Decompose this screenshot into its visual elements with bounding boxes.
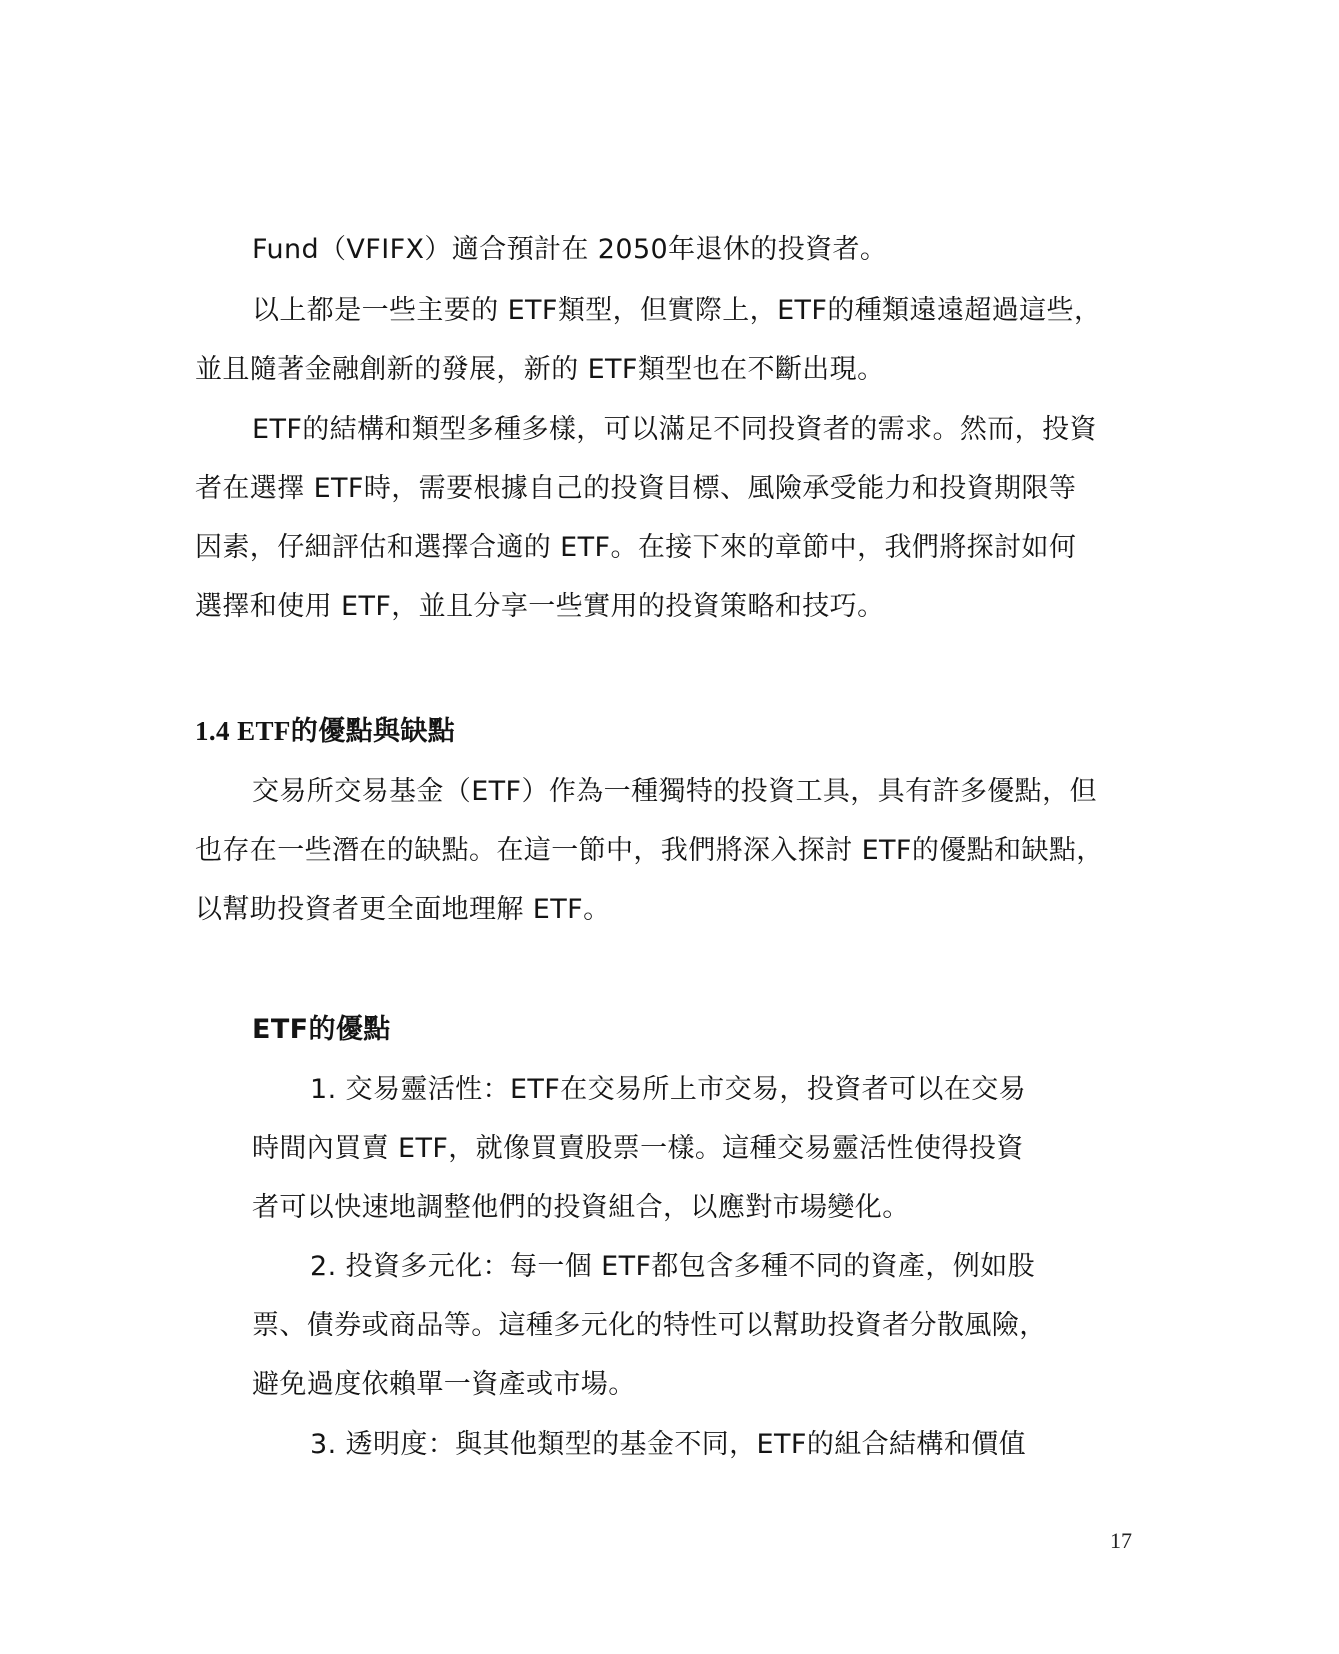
section-heading: 1.4 ETF的優點與缺點: [195, 716, 456, 746]
paragraph-line: Fund（VFIFX）適合預計在 2050年退休的投資者。: [252, 234, 888, 265]
paragraph-line: 以幫助投資者更全面地理解 ETF。: [195, 894, 611, 925]
list-item-line: 時間內買賣 ETF，就像買賣股票一樣。這種交易靈活性使得投資: [252, 1133, 1024, 1164]
paragraph-line: 交易所交易基金（ETF）作為一種獨特的投資工具，具有許多優點，但: [252, 776, 1097, 807]
subsection-heading: ETF的優點: [252, 1014, 391, 1045]
paragraph-line: 者在選擇 ETF時，需要根據自己的投資目標、風險承受能力和投資期限等: [195, 473, 1077, 504]
paragraph-line: 也存在一些潛在的缺點。在這一節中，我們將深入探討 ETF的優點和缺點，: [195, 835, 1104, 866]
paragraph-line: 以上都是一些主要的 ETF類型，但實際上，ETF的種類遠遠超過這些，: [252, 295, 1102, 326]
paragraph-line: ETF的結構和類型多種多樣，可以滿足不同投資者的需求。然而，投資: [252, 414, 1097, 445]
paragraph-line: 因素，仔細評估和選擇合適的 ETF。在接下來的章節中，我們將探討如何: [195, 532, 1077, 563]
page-number: 17: [1110, 1528, 1132, 1553]
list-item-line: 3. 透明度：與其他類型的基金不同，ETF的組合結構和價值: [310, 1429, 1027, 1460]
paragraph-line: 選擇和使用 ETF，並且分享一些實用的投資策略和技巧。: [195, 591, 885, 622]
list-item-line: 避免過度依賴單一資產或市場。: [252, 1369, 636, 1400]
list-item-line: 1. 交易靈活性：ETF在交易所上市交易，投資者可以在交易: [310, 1074, 1027, 1105]
list-item-line: 2. 投資多元化：每一個 ETF都包含多種不同的資產，例如股: [310, 1251, 1036, 1282]
list-item-line: 者可以快速地調整他們的投資組合，以應對市場變化。: [252, 1192, 910, 1223]
paragraph-line: 並且隨著金融創新的發展，新的 ETF類型也在不斷出現。: [195, 354, 885, 385]
list-item-line: 票、債券或商品等。這種多元化的特性可以幫助投資者分散風險，: [252, 1310, 1047, 1341]
